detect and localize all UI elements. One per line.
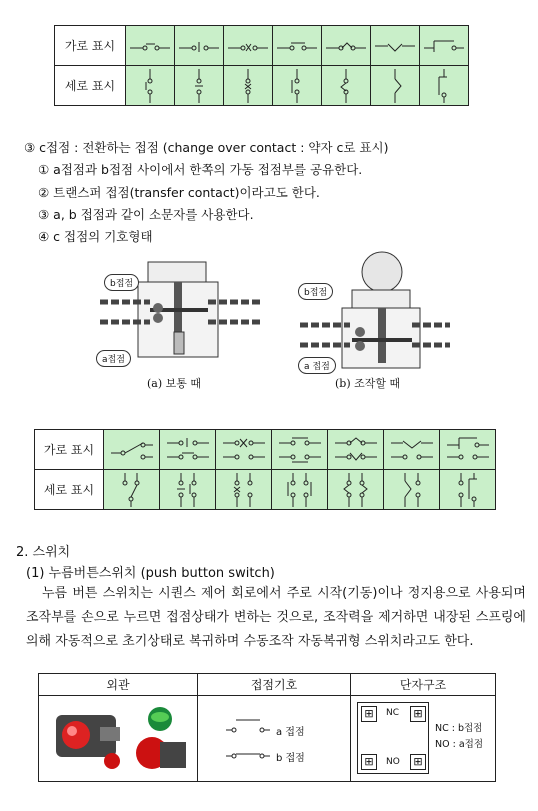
c-symbol-h-5	[328, 430, 384, 470]
c-symbol-v-5	[328, 470, 384, 510]
c-symbol-v-7	[440, 470, 496, 510]
push-button-subheading: (1) 누름버튼스위치 (push button switch)	[26, 566, 275, 581]
c-symbol-h-7	[440, 430, 496, 470]
c-symbol-h-1	[104, 430, 160, 470]
c-symbol-v-3	[216, 470, 272, 510]
symbol-h-6	[371, 26, 420, 66]
col-header-contact-symbol: 접점기호	[198, 674, 351, 696]
push-button-table	[38, 673, 496, 782]
push-button-photo	[40, 697, 194, 777]
terminal-cell	[351, 696, 496, 782]
symbol-h-2	[175, 26, 224, 66]
symbol-h-5	[322, 26, 371, 66]
c-symbol-h-2	[160, 430, 216, 470]
col-header-terminal: 단자구조	[351, 674, 496, 696]
fig-a-caption: (a) 보통 때	[147, 377, 202, 390]
symbol-v-1	[126, 66, 175, 106]
appearance-cell	[39, 696, 198, 782]
terminal-screw-icon: ⊞	[410, 754, 426, 770]
section3-heading: ③ c접점 : 전환하는 접점 (change over contact : 약자 c로 표시)	[24, 140, 389, 155]
symbol-h-4	[273, 26, 322, 66]
push-button-paragraph: 누름 버튼 스위치는 시퀀스 제어 회로에서 주로 시작(기동)이나 정지용으로 사용되며 조작부를 손으로 누르면 접점상태가 변하는 것으로, 조작력을 제거하면 내장된 스프링에 의해 자동적으로 초기상태로 복귀하며 수동조작 자동복귀형 스위치라고도 한다.	[26, 586, 526, 649]
terminal-screw-icon: ⊞	[361, 754, 377, 770]
fig-b-a-label: a 접점	[298, 357, 336, 374]
symbol-label-b: b 접점	[276, 753, 305, 764]
no-label: NO	[386, 757, 400, 767]
terminal-screw-icon: ⊞	[361, 706, 377, 722]
c-symbol-v-4	[272, 470, 328, 510]
c-symbol-v-2	[160, 470, 216, 510]
row-label-vertical: 세로 표시	[55, 66, 126, 106]
terminal-screw-icon: ⊞	[410, 706, 426, 722]
terminal-box	[357, 702, 429, 774]
c-symbol-h-4	[272, 430, 328, 470]
symbol-h-3	[224, 26, 273, 66]
nc-label: NC	[386, 708, 400, 718]
c-row-label-horizontal: 가로 표시	[35, 430, 104, 470]
symbol-label-a: a 접점	[276, 727, 305, 738]
section3-item-2: ② 트랜스퍼 접점(transfer contact)이라고도 한다.	[38, 185, 320, 200]
section3-item-4: ④ c 접점의 기호형태	[38, 229, 153, 244]
symbol-v-6	[371, 66, 420, 106]
symbol-v-2	[175, 66, 224, 106]
symbol-h-7	[420, 26, 469, 66]
contact-symbol-table	[54, 25, 469, 106]
symbol-v-5	[322, 66, 371, 106]
fig-a-b-label: b접점	[104, 274, 139, 291]
c-row-label-vertical: 세로 표시	[35, 470, 104, 510]
col-header-appearance: 외관	[39, 674, 198, 696]
symbol-v-4	[273, 66, 322, 106]
section3-item-1: ① a접점과 b접점 사이에서 한쪽의 가동 접점부를 공유한다.	[38, 162, 363, 177]
c-symbol-v-6	[384, 470, 440, 510]
symbol-v-3	[224, 66, 273, 106]
section3-item-3: ③ a, b 접점과 같이 소문자를 사용한다.	[38, 207, 254, 222]
c-symbol-v-1	[104, 470, 160, 510]
switch-section-heading: 2. 스위치	[16, 545, 71, 560]
contact-symbol-cell	[198, 696, 351, 782]
row-label-horizontal: 가로 표시	[55, 26, 126, 66]
c-symbol-h-3	[216, 430, 272, 470]
push-symbols	[226, 708, 281, 768]
fig-a-a-label: a접점	[96, 350, 131, 367]
symbol-h-1	[126, 26, 175, 66]
legend-nc: NC : b접점	[435, 723, 483, 734]
fig-b-b-label: b접점	[298, 283, 333, 300]
fig-b-caption: (b) 조작할 때	[335, 377, 401, 390]
c-symbol-h-6	[384, 430, 440, 470]
c-contact-symbol-table	[34, 429, 496, 510]
symbol-v-7	[420, 66, 469, 106]
legend-no: NO : a접점	[435, 739, 483, 750]
